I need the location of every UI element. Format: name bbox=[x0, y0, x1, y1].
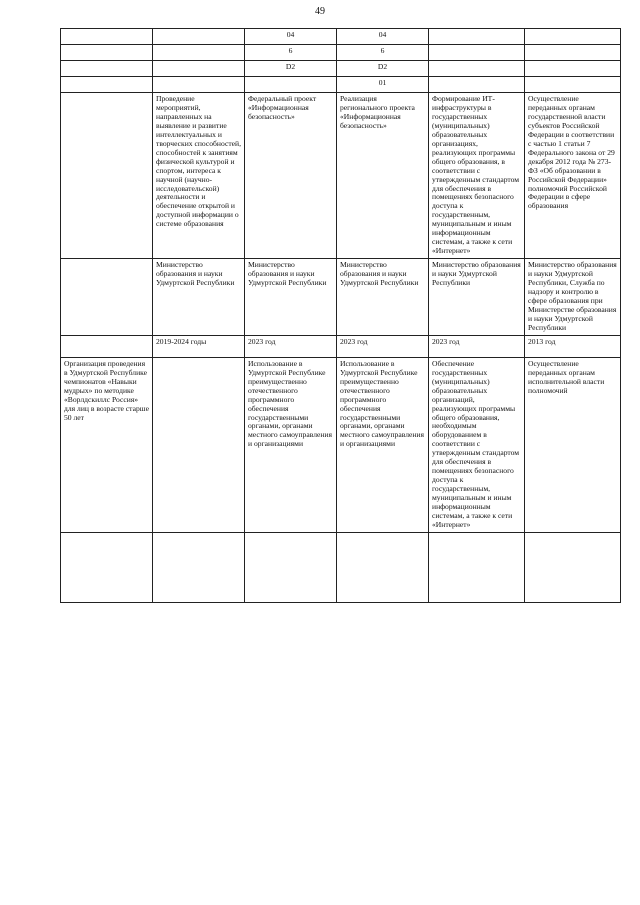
cell-code bbox=[429, 45, 525, 61]
cell-code: 04 bbox=[337, 29, 429, 45]
cell-result: Обеспечение государственных (муниципальных) образовательных организаций, реализующих программы общего образования, необходимым оборудованием в соответствии с утвержденным стандартом для обеспечения в помещениях безопасного доступа к государственным, муниципальным и иным информационным системам, а также к сети «Интернет» bbox=[429, 357, 525, 532]
cell-term: 2023 год bbox=[245, 335, 337, 357]
cell-code bbox=[153, 61, 245, 77]
cell-extra bbox=[245, 532, 337, 602]
cell-code: 01 bbox=[337, 77, 429, 93]
cell-executor: Министерство образования и науки Удмуртской Республики bbox=[429, 259, 525, 336]
cell-extra bbox=[525, 532, 621, 602]
cell-code: D2 bbox=[245, 61, 337, 77]
cell-executor bbox=[61, 259, 153, 336]
cell-result bbox=[153, 357, 245, 532]
cell-code bbox=[245, 77, 337, 93]
cell-code bbox=[525, 61, 621, 77]
cell-executor: Министерство образования и науки Удмуртской Республики, Служба по надзору и контролю в сфере образования при Министерстве образования и науки Удмуртской Республики bbox=[525, 259, 621, 336]
cell-code bbox=[61, 77, 153, 93]
code-row-2 bbox=[61, 45, 621, 61]
cell-result: Осуществление переданных органам исполнительной власти полномочий bbox=[525, 357, 621, 532]
cell-activity-name: Федеральный проект «Информационная безопасность» bbox=[245, 93, 337, 259]
cell-code bbox=[525, 45, 621, 61]
cell-activity-name: Реализация регионального проекта «Информационная безопасность» bbox=[337, 93, 429, 259]
cell-term: 2013 год bbox=[525, 335, 621, 357]
cell-result: Использование в Удмуртской Республике преимущественно отечественного программного обеспечения государственными органами, органами местного самоуправления и организациями bbox=[245, 357, 337, 532]
page-number: 49 bbox=[315, 6, 325, 17]
cell-code bbox=[429, 29, 525, 45]
result-row bbox=[61, 357, 621, 532]
cell-code bbox=[153, 29, 245, 45]
cell-code bbox=[429, 77, 525, 93]
executor-row bbox=[61, 259, 621, 336]
cell-executor: Министерство образования и науки Удмуртской Республики bbox=[153, 259, 245, 336]
cell-activity-name bbox=[61, 93, 153, 259]
program-table bbox=[60, 28, 621, 603]
name-row bbox=[61, 93, 621, 259]
extra-row bbox=[61, 532, 621, 602]
cell-code bbox=[525, 77, 621, 93]
term-row bbox=[61, 335, 621, 357]
cell-code bbox=[61, 61, 153, 77]
cell-code: D2 bbox=[337, 61, 429, 77]
cell-activity-name: Осуществление переданных органам государственной власти субъектов Российской Федерации в соответствии с частью 1 статьи 7 Федерального закона от 29 декабря 2012 года № 273-ФЗ «Об образовании в Российской Федерации» полномочий Российской Федерации в сфере образования bbox=[525, 93, 621, 259]
cell-result: Использование в Удмуртской Республике преимущественно отечественного программного обеспечения государственными органами, органами местного самоуправления и организациями bbox=[337, 357, 429, 532]
cell-code bbox=[153, 45, 245, 61]
cell-code bbox=[429, 61, 525, 77]
cell-extra bbox=[153, 532, 245, 602]
cell-code: 6 bbox=[245, 45, 337, 61]
cell-term: 2023 год bbox=[429, 335, 525, 357]
cell-extra bbox=[429, 532, 525, 602]
code-row-3 bbox=[61, 61, 621, 77]
cell-term: 2019-2024 годы bbox=[153, 335, 245, 357]
cell-code: 6 bbox=[337, 45, 429, 61]
cell-code bbox=[61, 45, 153, 61]
cell-extra bbox=[337, 532, 429, 602]
cell-activity-name: Формирование ИТ-инфраструктуры в государственных (муниципальных) образовательных организациях, реализующих программы общего образования, в соответствии с утвержденным стандартом для обеспечения в помещениях безопасного доступа к государственным, муниципальным и иным информационным системам, а также к сети «Интернет» bbox=[429, 93, 525, 259]
cell-extra bbox=[61, 532, 153, 602]
cell-term: 2023 год bbox=[337, 335, 429, 357]
cell-executor: Министерство образования и науки Удмуртской Республики bbox=[245, 259, 337, 336]
code-row-1 bbox=[61, 29, 621, 45]
cell-term bbox=[61, 335, 153, 357]
cell-activity-name: Проведение мероприятий, направленных на выявление и развитие интеллектуальных и творческих способностей, способностей к занятиям физической культурой и спортом, интереса к научной (научно-исследовательской) деятельности и обеспечение открытой и доступной информации о системе образования bbox=[153, 93, 245, 259]
cell-executor: Министерство образования и науки Удмуртской Республики bbox=[337, 259, 429, 336]
cell-code: 04 bbox=[245, 29, 337, 45]
code-row-4 bbox=[61, 77, 621, 93]
cell-result: Организация проведения в Удмуртской Республике чемпионатов «Навыки мудрых» по методике «Ворлдскиллс Россия» для лиц в возрасте старше 50 лет bbox=[61, 357, 153, 532]
cell-code bbox=[525, 29, 621, 45]
cell-code bbox=[61, 29, 153, 45]
cell-code bbox=[153, 77, 245, 93]
